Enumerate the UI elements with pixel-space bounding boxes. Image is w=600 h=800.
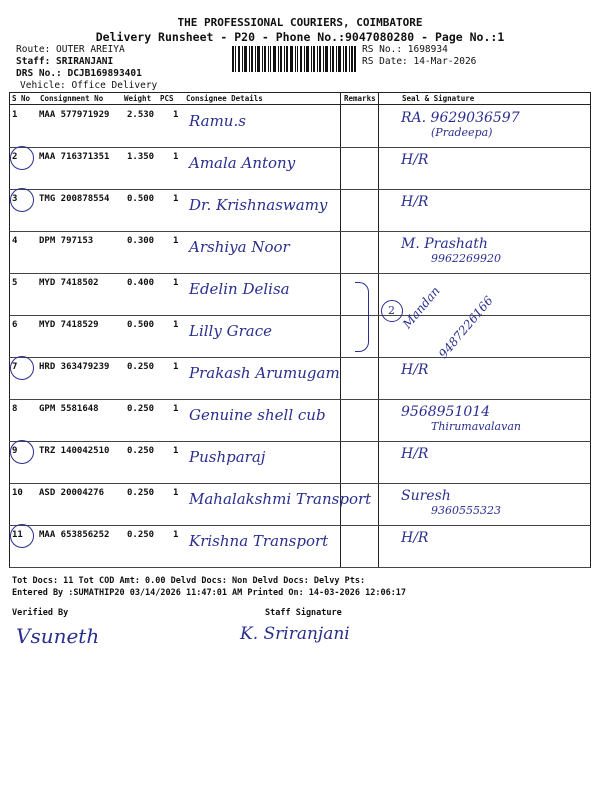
row-consignment-no: MAA 577971929 (39, 110, 110, 120)
row-sno: 1 (12, 110, 18, 120)
row-signature-note: Thirumavalavan (431, 420, 521, 433)
row-pcs: 1 (173, 362, 179, 372)
route-info: Route: OUTER AREIYA (16, 44, 125, 55)
shared-phone: 9487226166 (436, 293, 496, 361)
table-row (9, 232, 591, 274)
table-row (9, 526, 591, 568)
row-sno: 5 (12, 278, 18, 288)
row-signature-note: 9962269920 (431, 252, 501, 265)
table-header-divider (9, 104, 591, 105)
row-weight: 0.250 (127, 530, 155, 540)
header-consignment: Consignment No (40, 94, 104, 103)
row-consignee: Ramu.s (189, 112, 246, 130)
header-seal: Seal & Signature (402, 94, 475, 103)
table-row (9, 442, 591, 484)
row-signature: H/R (401, 446, 429, 462)
row-weight: 0.250 (127, 446, 155, 456)
table-row (9, 400, 591, 442)
row-sno: 6 (12, 320, 18, 330)
header-weight: Weight (124, 94, 152, 103)
rs-number: RS No.: 1698934 (362, 44, 448, 55)
row-signature: H/R (401, 152, 429, 168)
row-sno: 9 (12, 446, 18, 456)
row-signature-note: 9360555323 (431, 504, 501, 517)
row-consignee: Mahalakshmi Transport (189, 490, 372, 508)
table-row (9, 358, 591, 400)
table-row (9, 274, 591, 316)
row-consignment-no: DPM 797153 (39, 236, 94, 246)
row-weight: 0.500 (127, 194, 155, 204)
row-consignee: Lilly Grace (189, 322, 272, 340)
row-pcs: 1 (173, 194, 179, 204)
totals-line: Tot Docs: 11 Tot COD Amt: 0.00 Delvd Docs: Non Delvd Docs: Delvy Pts: (12, 576, 366, 586)
row-signature: Suresh (401, 488, 451, 504)
header-consignee: Consignee Details (186, 94, 263, 103)
row-signature-note: (Pradeepa) (431, 126, 493, 139)
row-sno: 7 (12, 362, 18, 372)
table-row (9, 190, 591, 232)
row-pcs: 1 (173, 320, 179, 330)
rs-date: RS Date: 14-Mar-2026 (362, 56, 477, 67)
row-consignment-no: GPM 5581648 (39, 404, 99, 414)
verified-signature: Vsuneth (16, 624, 100, 648)
row-consignment-no: MYD 7418529 (39, 320, 99, 330)
header-sno: S No (12, 94, 31, 103)
row-pcs: 1 (173, 110, 179, 120)
row-consignee: Edelin Delisa (189, 280, 290, 298)
row-weight: 0.250 (127, 404, 155, 414)
row-signature: H/R (401, 362, 429, 378)
shared-signature: Mandan (400, 283, 443, 331)
row-pcs: 1 (173, 488, 179, 498)
row-weight: 0.250 (127, 362, 155, 372)
row-consignment-no: MAA 716371351 (39, 152, 110, 162)
row-consignee: Prakash Arumugam (189, 364, 340, 382)
row-consignee: Arshiya Noor (189, 238, 290, 256)
table-row (9, 484, 591, 526)
row-sno: 4 (12, 236, 18, 246)
row-signature: H/R (401, 530, 429, 546)
staff-signature: K. Sriranjani (240, 624, 350, 644)
row-pcs: 1 (173, 152, 179, 162)
row-consignment-no: MYD 7418502 (39, 278, 99, 288)
row-consignment-no: ASD 20004276 (39, 488, 105, 498)
row-pcs: 1 (173, 236, 179, 246)
row-consignee: Krishna Transport (189, 532, 329, 550)
company-title: THE PROFESSIONAL COURIERS, COIMBATORE (177, 16, 423, 29)
row-consignment-no: TRZ 140042510 (39, 446, 110, 456)
row-consignment-no: MAA 653856252 (39, 530, 110, 540)
row-signature: M. Prashath (401, 236, 488, 252)
row-sno: 11 (12, 530, 23, 540)
row-pcs: 1 (173, 446, 179, 456)
verified-by-label: Verified By (12, 608, 69, 618)
row-signature: 9568951014 (401, 404, 491, 420)
table-row (9, 316, 591, 358)
row-weight: 0.400 (127, 278, 155, 288)
row-consignee: Pushparaj (189, 448, 266, 466)
header-remarks: Remarks (344, 94, 376, 103)
row-weight: 2.530 (127, 110, 155, 120)
row-consignee: Dr. Krishnaswamy (189, 196, 328, 214)
row-signature: RA. 9629036597 (401, 110, 520, 126)
row-weight: 0.300 (127, 236, 155, 246)
circled-number: 2 (388, 304, 395, 317)
row-weight: 0.500 (127, 320, 155, 330)
staff-info: Staff: SRIRANJANI (16, 56, 114, 67)
row-pcs: 1 (173, 404, 179, 414)
entered-by-line: Entered By :SUMATHIP20 03/14/2026 11:47:01 AM Printed On: 14-03-2026 12:06:17 (12, 588, 407, 598)
drs-number: DRS No.: DCJB169893401 (16, 68, 142, 79)
runsheet-title: Delivery Runsheet - P20 - Phone No.:9047080280 - Page No.:1 (95, 30, 505, 44)
table-row (9, 106, 591, 148)
row-sno: 8 (12, 404, 18, 414)
staff-signature-label: Staff Signature (265, 608, 342, 618)
row-sno: 10 (12, 488, 23, 498)
header-pcs: PCS (160, 94, 174, 103)
row-consignee: Genuine shell cub (189, 406, 326, 424)
row-sno: 3 (12, 194, 18, 204)
row-consignee: Amala Antony (189, 154, 296, 172)
row-consignment-no: HRD 363479239 (39, 362, 110, 372)
row-pcs: 1 (173, 278, 179, 288)
bracket-mark (355, 282, 369, 352)
vehicle-info: Vehicle: Office Delivery (20, 80, 158, 91)
row-weight: 0.250 (127, 488, 155, 498)
row-weight: 1.350 (127, 152, 155, 162)
row-consignment-no: TMG 200878554 (39, 194, 110, 204)
row-sno: 2 (12, 152, 18, 162)
row-pcs: 1 (173, 530, 179, 540)
table-row (9, 148, 591, 190)
barcode-image (232, 46, 356, 72)
row-signature: H/R (401, 194, 429, 210)
